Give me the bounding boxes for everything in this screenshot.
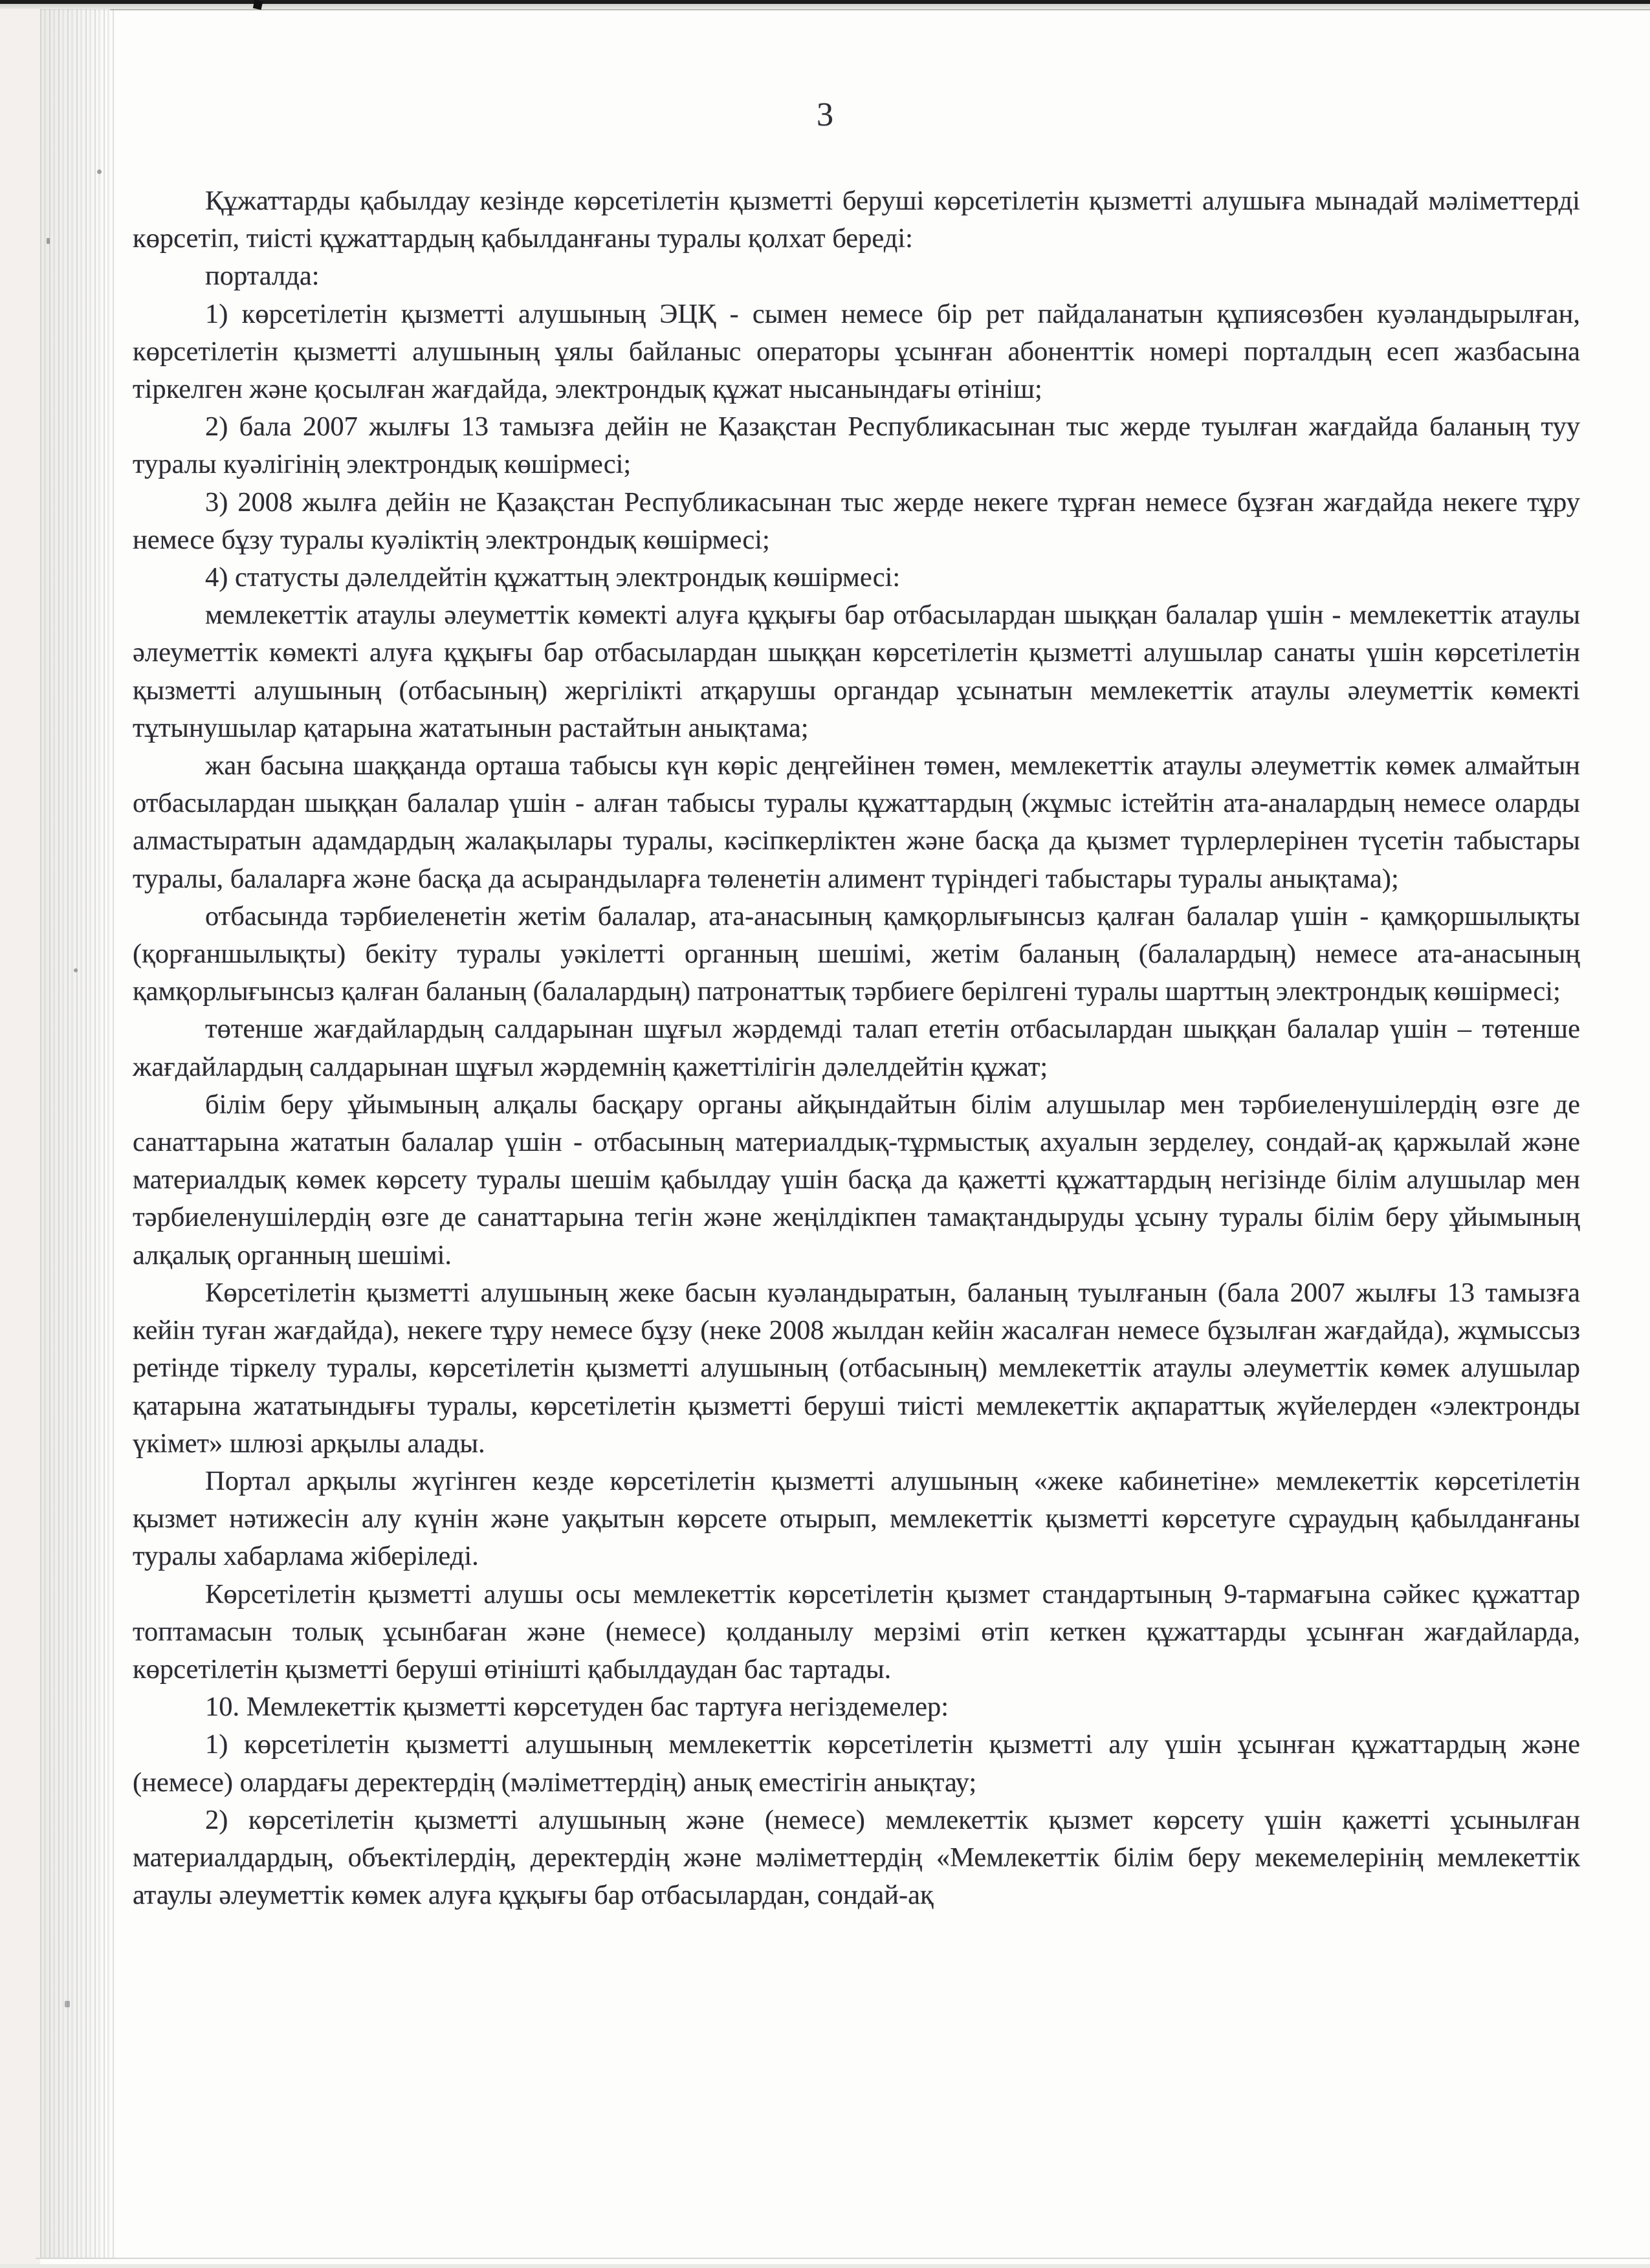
- paragraph-item-1: 1) көрсетілетін қызметті алушының ЭЦҚ - сымен немесе бір рет пайдаланатын құпиясөзбен куәландырылған, көрсетілетін қызметті алушының ұялы байланыс операторы ұсынған абоненттік номері порталдың есеп жазбасына тіркелген және қосылған жағдайда, электрондық құжат нысанындағы өтініш;: [133, 298, 1580, 405]
- scan-speck: [47, 238, 50, 244]
- document-body-text: [133, 182, 1580, 1914]
- paragraph-status-orphans: отбасында тәрбиеленетін жетім балалар, ата-анасының қамқорлығынсыз қалған балалар үшін - қамқоршылықты (қорғаншылықты) бекіту туралы уәкілетті органның шешімі, жетім баланың (балалардың) немесе ата-анасының қамқорлығынсыз қалған баланың (балалардың) патронаттық тәрбиеге берілгені туралы шарттың электрондық көшірмесі;: [133, 900, 1580, 1007]
- scan-left-margin: [0, 9, 40, 2268]
- paper-top-edge-line: [110, 9, 1650, 10]
- paragraph-intro: Құжаттарды қабылдау кезінде көрсетілетін қызметті беруші көрсетілетін қызметті алушыға мынадай мәліметтерді көрсетіп, тиісті құжаттардың қабылданғаны туралы қолхат береді:: [133, 186, 1580, 254]
- paragraph-item-3: 3) 2008 жылға дейін не Қазақстан Республикасынан тыс жерде некеге тұрған немесе бұзған жағдайда некеге тұру немесе бұзу туралы куәліктің электрондық көшірмесі;: [133, 486, 1580, 555]
- scan-speck: [65, 2001, 70, 2007]
- paragraph-refusal-1: 1) көрсетілетін қызметті алушының мемлекеттік көрсетілетін қызметті алу үшін ұсынған құжаттардың және (немесе) олардағы деректердің (мәліметтердің) анық еместігін анықтау;: [133, 1729, 1580, 1798]
- paragraph-status-asp: мемлекеттік атаулы әлеуметтік көмекті алуға құқығы бар отбасылардан шыққан балалар үшін - мемлекеттік атаулы әлеуметтік көмекті алуға құқығы бар отбасылардан шыққан көрсетілетін қызметті алушылар санаты үшін көрсетілетін қызметті алушының (отбасының) жергілікті атқарушы органдар ұсынатын мемлекеттік атаулы әлеуметтік көмекті тұтынушылар қатарына жататынын растайтын анықтама;: [133, 600, 1580, 743]
- scan-left-streaks: [40, 9, 116, 2259]
- paragraph-refusal-intake: Көрсетілетін қызметті алушы осы мемлекеттік көрсетілетін қызмет стандартының 9-тармағына сәйкес құжаттар топтамасын толық ұсынбаған және (немесе) қолданылу мерзімі өтіп кеткен құжаттарды ұсынған жағдайларда, көрсетілетін қызметті беруші өтінішті қабылдаудан бас тартады.: [133, 1578, 1580, 1685]
- paragraph-portal-label: порталда:: [205, 261, 320, 292]
- scan-speck: [74, 968, 78, 972]
- paragraph-status-emergency: төтенше жағдайлардың салдарынан шұғыл жәрдемді талап ететін отбасылардан шыққан балалар үшін – төтенше жағдайлардың салдарынан шұғыл жәрдемнің қажеттілігін дәлелдейтін құжат;: [133, 1014, 1580, 1082]
- paragraph-item-2: 2) бала 2007 жылғы 13 тамызға дейін не Қазақстан Республикасынан тыс жерде туылған жағдайда баланың туу туралы куәлігінің электрондық көшірмесі;: [133, 411, 1580, 480]
- paragraph-identity-data: Көрсетілетін қызметті алушының жеке басын куәландыратын, баланың туылғанын (бала 2007 жылғы 13 тамызға кейін туған жағдайда), некеге тұру немесе бұзу (неке 2008 жылдан кейін жасалған немесе бұзылған жағдайда), жұмыссыз ретінде тіркелу туралы, көрсетілетін қызметті алушының (отбасының) мемлекеттік атаулы әлеуметтік көмек алушылар қатарына жататындығы туралы, көрсетілетін қызметті беруші тиісті мемлекеттік ақпараттық жүйелерден «электронды үкімет» шлюзі арқылы алады.: [133, 1277, 1580, 1459]
- paragraph-item-4: 4) статусты дәлелдейтін құжаттың электрондық көшірмесі:: [205, 562, 901, 593]
- scan-speck: [97, 169, 102, 174]
- page-number: 3: [817, 96, 833, 133]
- scan-speck: [253, 0, 263, 10]
- paragraph-point-10: 10. Мемлекеттік қызметті көрсетуден бас тартуға негіздемелер:: [205, 1692, 949, 1723]
- paragraph-status-other: білім беру ұйымының алқалы басқару органы айқындайтын білім алушылар мен тәрбиеленушілердің өзге де санаттарына жататын балалар үшін - отбасының материалдық-тұрмыстық ахуалын зерделеу, сондай-ақ қаржылай және материалдық көмек көрсету туралы шешім қабылдау үшін басқа да қажетті құжаттардың негізінде білім алушылар мен тәрбиеленушілердің өзге де санаттарына тегін және жеңілдікпен тамақтандыруды ұсыну туралы білім беру ұйымының алқалық органның шешімі.: [133, 1089, 1580, 1270]
- paragraph-status-income: жан басына шаққанда орташа табысы күн көріс деңгейінен төмен, мемлекеттік атаулы әлеуметтік көмек алмайтын отбасылардан шыққан балалар үшін - алған табысы туралы құжаттардың (жұмыс істейтін ата-аналардың немесе оларды алмастыратын адамдардың жалақылары туралы, кәсіпкерліктен және басқа да қызмет түрлерлерінен түсетін табыстары туралы, балаларға және басқа да асырандыларға төленетін алимент түріндегі табыстары туралы анықтама);: [133, 750, 1580, 894]
- paragraph-refusal-2: 2) көрсетілетін қызметті алушының және (немесе) мемлекеттік қызмет көрсету үшін қажетті ұсынылған материалдардың, объектілердің, деректердің және мәліметтердің «Мемлекеттік білім беру мекемелерінің мемлекеттік атаулы әлеуметтік көмек алуға құқығы бар отбасылардан, сондай-ақ: [133, 1804, 1580, 1911]
- scan-bottom-edge: [0, 2264, 1650, 2268]
- paper-bottom-edge-line: [36, 2258, 1650, 2259]
- paragraph-portal-notice: Портал арқылы жүгінген кезде көрсетілетін қызметті алушының «жеке кабинетіне» мемлекеттік көрсетілетін қызмет нәтижесін алу күнін және уақытын көрсете отырып, мемлекеттік қызметті көрсетуге сұраудың қабылданғаны туралы хабарлама жіберіледі.: [133, 1465, 1580, 1572]
